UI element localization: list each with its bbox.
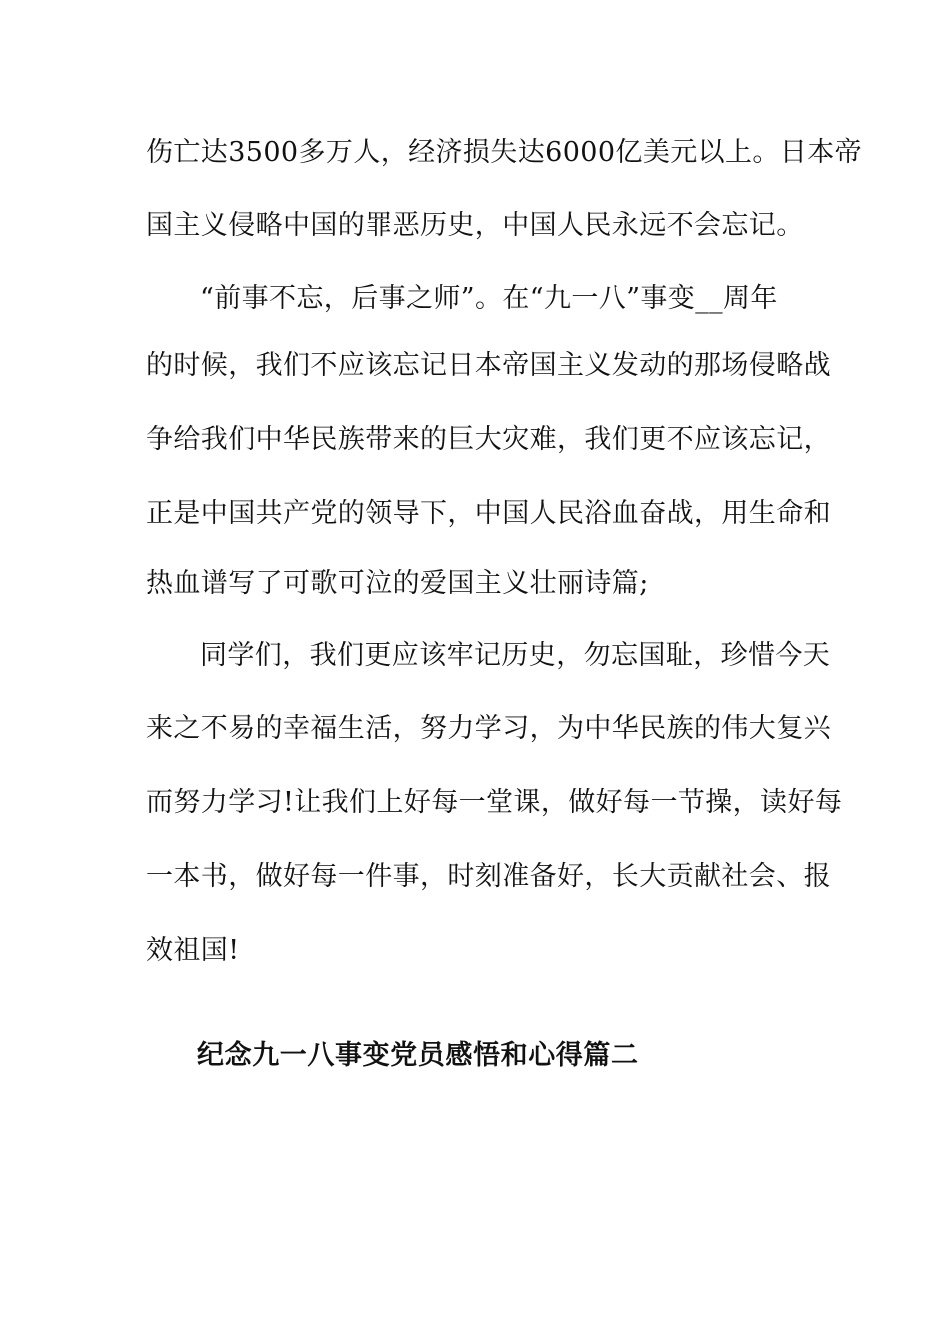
text-line: 正是中国共产党的领导下，中国人民浴血奋战，用生命和: [146, 498, 831, 529]
text-line: 国主义侵略中国的罪恶历史，中国人民永远不会忘记。: [146, 210, 804, 241]
text-line: 的时候，我们不应该忘记日本帝国主义发动的那场侵略战: [146, 350, 831, 381]
text-line: 争给我们中华民族带来的巨大灾难，我们更不应该忘记，: [146, 424, 831, 455]
text-line: 热血谱写了可歌可泣的爱国主义壮丽诗篇;: [146, 568, 649, 599]
paragraph-start-line: 同学们，我们更应该牢记历史，勿忘国耻，珍惜今天: [200, 640, 831, 671]
section-heading: 纪念九一八事变党员感悟和心得篇二: [197, 1040, 639, 1071]
paragraph-start-line: “前事不忘，后事之师”。在“九一八”事变__周年: [200, 283, 778, 314]
text-line: 而努力学习!让我们上好每一堂课，做好每一节操，读好每: [146, 787, 843, 818]
text-line: 伤亡达3500多万人，经济损失达6000亿美元以上。日本帝: [146, 137, 863, 168]
text-line: 来之不易的幸福生活，努力学习，为中华民族的伟大复兴: [146, 713, 831, 744]
text-line: 一本书，做好每一件事，时刻准备好，长大贡献社会、报: [146, 861, 831, 892]
text-line: 效祖国!: [146, 935, 240, 966]
